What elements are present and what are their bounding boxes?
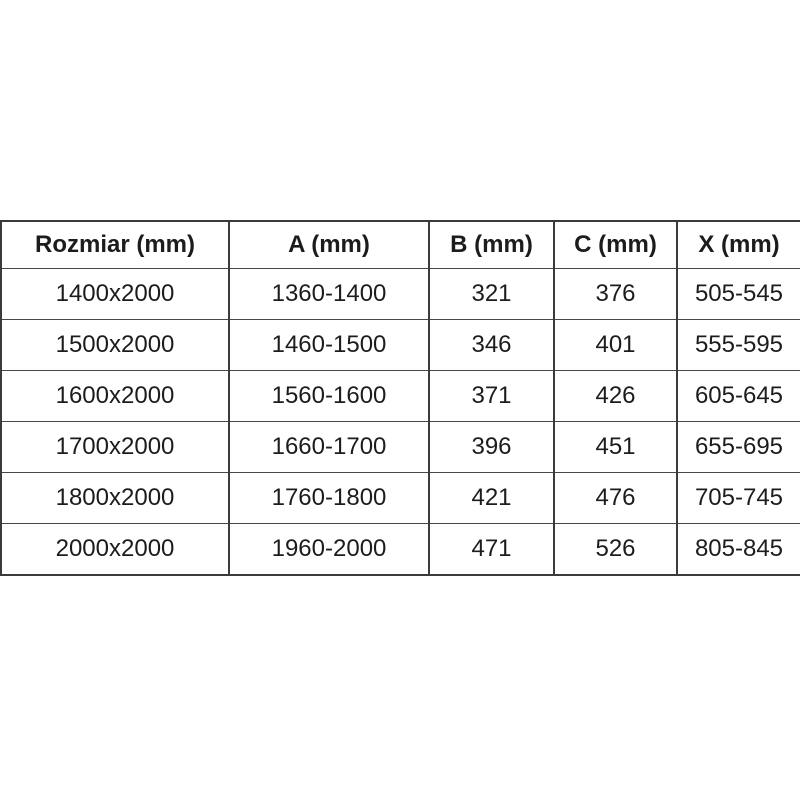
header-cell-c: C (mm)	[554, 221, 677, 269]
table-cell: 1460-1500	[229, 320, 429, 371]
header-cell-x: X (mm)	[677, 221, 800, 269]
table-cell: 1400x2000	[1, 269, 229, 320]
table-cell: 505-545	[677, 269, 800, 320]
table-cell: 426	[554, 371, 677, 422]
table-cell: 376	[554, 269, 677, 320]
table-cell: 401	[554, 320, 677, 371]
table-cell: 605-645	[677, 371, 800, 422]
header-cell-a: A (mm)	[229, 221, 429, 269]
table-cell: 1760-1800	[229, 473, 429, 524]
table-cell: 805-845	[677, 524, 800, 576]
table-cell: 705-745	[677, 473, 800, 524]
table-cell: 1800x2000	[1, 473, 229, 524]
table-cell: 1600x2000	[1, 371, 229, 422]
table-cell: 451	[554, 422, 677, 473]
table-cell: 2000x2000	[1, 524, 229, 576]
table-cell: 396	[429, 422, 554, 473]
table-cell: 371	[429, 371, 554, 422]
table-cell: 526	[554, 524, 677, 576]
table-cell: 476	[554, 473, 677, 524]
table-cell: 1560-1600	[229, 371, 429, 422]
table-row	[1, 524, 800, 576]
header-row	[1, 221, 800, 269]
header-cell-b: B (mm)	[429, 221, 554, 269]
table-row	[1, 320, 800, 371]
table-cell: 1960-2000	[229, 524, 429, 576]
table-row	[1, 473, 800, 524]
table-row	[1, 422, 800, 473]
table-cell: 655-695	[677, 422, 800, 473]
table-cell: 346	[429, 320, 554, 371]
table-cell: 1500x2000	[1, 320, 229, 371]
size-spec-table	[0, 220, 800, 576]
table-cell: 555-595	[677, 320, 800, 371]
table-cell: 421	[429, 473, 554, 524]
table-row	[1, 371, 800, 422]
table-cell: 1360-1400	[229, 269, 429, 320]
table-cell: 471	[429, 524, 554, 576]
table-row	[1, 269, 800, 320]
table-cell: 1660-1700	[229, 422, 429, 473]
table-cell: 1700x2000	[1, 422, 229, 473]
table-cell: 321	[429, 269, 554, 320]
header-cell-rozmiar: Rozmiar (mm)	[1, 221, 229, 269]
